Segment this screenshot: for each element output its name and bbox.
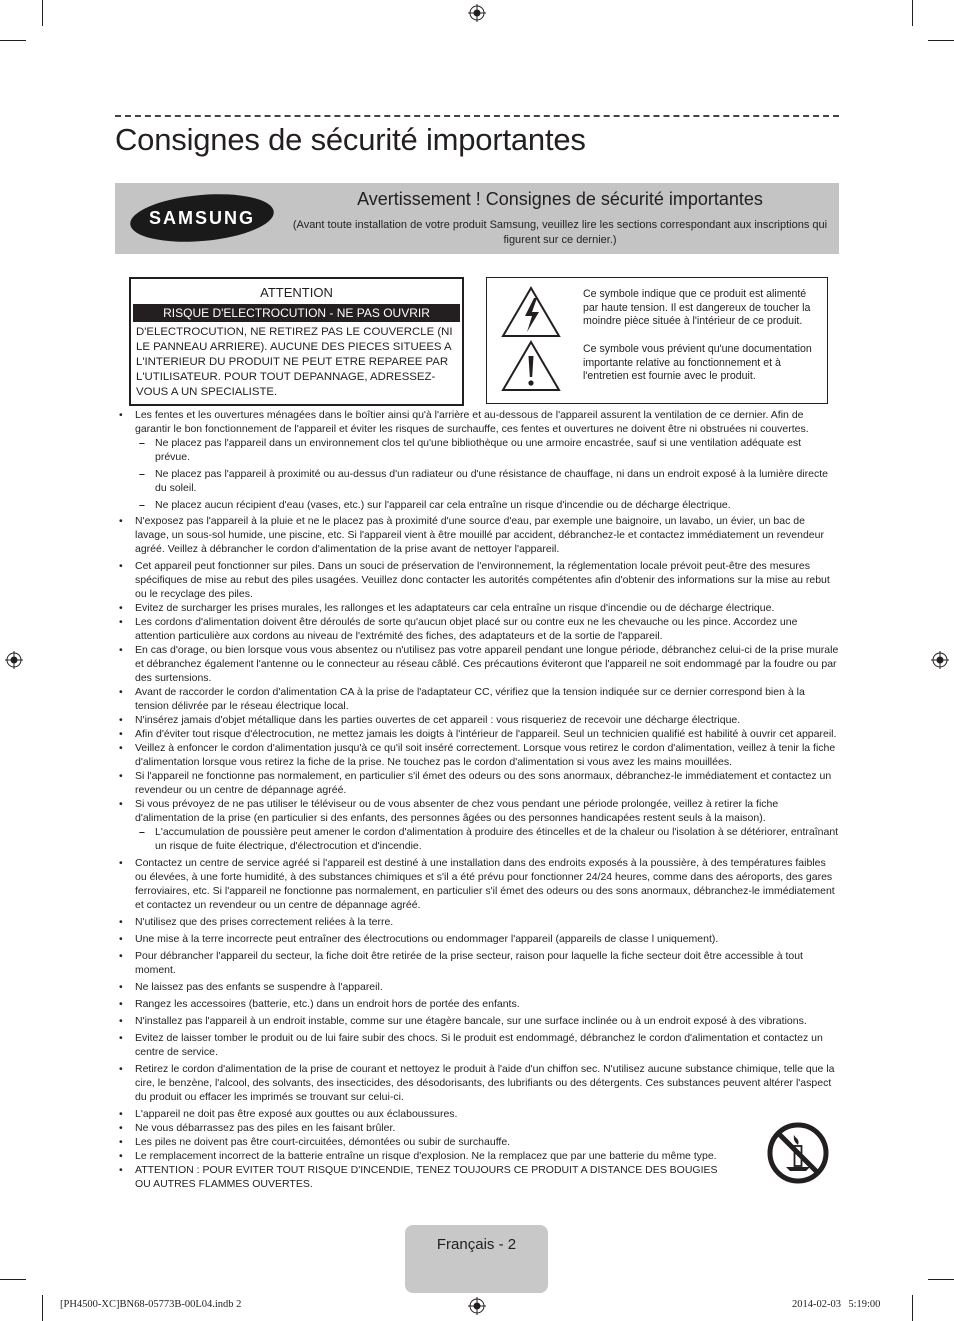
crop-mark	[0, 1279, 26, 1280]
high-voltage-icon	[501, 286, 561, 338]
svg-text:SAMSUNG: SAMSUNG	[148, 208, 256, 228]
list-item-text: Veillez à enfoncer le cordon d'alimentation jusqu'à ce qu'il soit inséré correctement. Lorsque vous retirez le cordon d'alimentation, veillez à tenir la fiche d'alimentation lorsque vous retirez la fiche de la prise. Ne touchez pas le cordon d'alimentation si vous avez les mains mouillées.	[135, 742, 836, 768]
crop-mark	[912, 0, 913, 26]
list-item-text: L'appareil ne doit pas être exposé aux gouttes ou aux éclaboussures.	[135, 1108, 458, 1120]
list-item-text: Rangez les accessoires (batterie, etc.) dans un endroit hors de portée des enfants.	[135, 998, 520, 1010]
warning-banner	[115, 183, 839, 254]
list-item-text: Le remplacement incorrect de la batterie entraîne un risque d'explosion. Ne la remplacez que par une batterie du même type.	[135, 1150, 717, 1162]
list-item-text: Ne laissez pas des enfants se suspendre à l'appareil.	[135, 981, 383, 993]
high-voltage-text: Ce symbole indique que ce produit est alimenté par haute tension. Il est dangereux de toucher la moindre pièce située à l'intérieur de ce produit.	[583, 288, 811, 328]
list-item	[115, 1062, 839, 1104]
sub-item-text: Ne placez pas l'appareil dans un environnement clos tel qu'une bibliothèque ou une armoire encastrée, sauf si une ventilation adéquate est prévue.	[155, 437, 802, 463]
dashed-rule	[115, 115, 839, 117]
list-item	[115, 915, 839, 929]
list-item	[115, 1149, 735, 1163]
list-item	[115, 1107, 839, 1121]
list-item-text: N'insérez jamais d'objet métallique dans les parties ouvertes de cet appareil : vous risqueriez de recevoir une décharge électrique.	[135, 714, 741, 726]
documentation-text: Ce symbole vous prévient qu'une documentation importante relative au fonctionnement et à l'entretien est fournie avec le produit.	[583, 343, 812, 383]
safety-list	[115, 408, 839, 1191]
list-item-text: Evitez de laisser tomber le produit ou de lui faire subir des chocs. Si le produit est endommagé, débranchez le cordon d'alimentation et contactez un centre de service.	[135, 1032, 823, 1058]
list-item	[115, 713, 839, 727]
list-item-text: N'exposez pas l'appareil à la pluie et ne le placez pas à proximité d'une source d'eau, par exemple une baignoire, un lavabo, un évier, un bac de lavage, un sous-sol humide, une piscine, etc. Si l'appareil vient à être mouillé par accident, débranchez-le et contactez immédiatement un revendeur agréé. Veillez à débrancher le cordon d'alimentation de la prise avant de nettoyer l'appareil.	[135, 515, 824, 555]
list-item-text: Evitez de surcharger les prises murales, les rallonges et les adaptateurs car cela entraîne un risque d'incendie ou de décharge électrique.	[135, 602, 775, 614]
sub-item	[135, 436, 839, 464]
list-item-text: Afin d'éviter tout risque d'électrocution, ne mettez jamais les doigts à l'intérieur de l'appareil. Seul un technicien qualifié est habilité à ouvrir cet appareil.	[135, 728, 837, 740]
list-item	[115, 1031, 839, 1059]
crop-mark	[42, 1295, 43, 1321]
list-item-text: N'installez pas l'appareil à un endroit instable, comme sur une étagère bancale, sur une surface inclinée ou à un endroit exposé à des vibrations.	[135, 1015, 807, 1027]
list-item-text: Les piles ne doivent pas être court-circuitées, démontées ou subir de surchauffe.	[135, 1136, 511, 1148]
sub-item-text: L'accumulation de poussière peut amener le cordon d'alimentation à produire des étincelles et de la chaleur ou l'isolation à se détériorer, entraînant un risque de fuite électrique, d'électrocution et d'incendie.	[155, 826, 839, 852]
page-number-tab	[405, 1225, 548, 1293]
symbols-box	[486, 277, 828, 404]
exclamation-warning-icon	[501, 340, 561, 392]
page-number: Français - 2	[436, 1236, 517, 1253]
sub-item	[135, 825, 839, 853]
list-item	[115, 643, 839, 685]
registration-mark-icon	[931, 651, 949, 669]
list-item-text: Les fentes et les ouvertures ménagées dans le boîtier ainsi qu'à l'arrière et au-dessous de l'appareil assurent la ventilation de ce dernier. Afin de garantir le bon fonctionnement de l'appareil et éviter les risques de surchauffe, ces fentes et ouvertures ne doivent être ni obstruées ni couvertes.	[135, 409, 809, 435]
no-candle-icon	[766, 1121, 830, 1185]
samsung-logo	[129, 193, 275, 243]
list-item	[115, 559, 839, 601]
list-item	[115, 727, 839, 741]
crop-mark	[912, 1295, 913, 1321]
list-item-text: Avant de raccorder le cordon d'alimentation CA à la prise de l'adaptateur CC, vérifiez que la tension indiquée sur ce dernier correspond bien à la tension délivrée par le réseau électrique local.	[135, 686, 805, 712]
list-item-text: Retirez le cordon d'alimentation de la prise de courant et nettoyez le produit à l'aide d'un chiffon sec. N'utilisez aucune substance chimique, telle que la cire, le benzène, l'alcool, des solvants, des insecticides, des désodorisants, des lubrifiants ou des détergents. Ces substances peuvent altérer l'aspect du produit ou effacer les imprimés se trouvant sur celui-ci.	[135, 1063, 835, 1103]
list-item-text: Cet appareil peut fonctionner sur piles. Dans un souci de préservation de l'environnement, la réglementation locale prévoit peut-être des mesures spécifiques de mise au rebut des piles usagées. Veuillez donc contacter les autorités compétentes afin d'obtenir des informations sur la mise au rebut ou le recyclage des piles.	[135, 560, 830, 600]
list-item-text: Si l'appareil ne fonctionne pas normalement, en particulier s'il émet des odeurs ou des sons anormaux, débranchez-le immédiatement et contactez un revendeur ou un centre de dépannage agréé.	[135, 770, 832, 796]
list-item	[115, 949, 839, 977]
crop-mark	[42, 0, 43, 26]
registration-mark-icon	[468, 1297, 486, 1315]
list-item	[115, 769, 839, 797]
file-name: [PH4500-XC]BN68-05773B-00L04.indb 2	[60, 1299, 242, 1310]
list-item	[115, 856, 839, 912]
list-item	[115, 615, 839, 643]
registration-mark-icon	[5, 651, 23, 669]
registration-mark-icon	[468, 4, 486, 22]
list-item	[115, 1014, 839, 1028]
list-item-text: Pour débrancher l'appareil du secteur, la fiche doit être retirée de la prise secteur, raison pour laquelle la fiche secteur doit être accessible à tout moment.	[135, 950, 803, 976]
page-title: Consignes de sécurité importantes	[115, 122, 586, 157]
list-item	[115, 514, 839, 556]
list-item-text: Une mise à la terre incorrecte peut entraîner des électrocutions ou endommager l'appareil (appareils de classe l uniquement).	[135, 933, 719, 945]
sub-item-text: Ne placez aucun récipient d'eau (vases, etc.) sur l'appareil car cela entraîne un risque d'incendie ou de décharge électrique.	[155, 499, 731, 511]
banner-heading: Avertissement ! Consignes de sécurité importantes	[357, 189, 763, 209]
list-item	[115, 601, 839, 615]
list-item-text: Si vous prévoyez de ne pas utiliser le téléviseur ou de vous absenter de chez vous pendant une période prolongée, veillez à retirer la fiche d'alimentation de la prise (en particulier si des enfants, des personnes âgées ou des personnes handicapées restent seuls à la maison).	[135, 798, 779, 824]
list-item	[115, 980, 839, 994]
banner-subheading: (Avant toute installation de votre produit Samsung, veuillez lire les sections correspondant aux inscriptions qui figurent sur ce dernier.)	[292, 219, 828, 246]
attention-box	[129, 277, 464, 406]
list-item-text: Les cordons d'alimentation doivent être déroulés de sorte qu'aucun objet placé sur ou contre eux ne les chevauche ou les pince. Accordez une attention particulière aux cordons au niveau de l'extrémité des fiches, des adaptateurs et de la sortie de l'appareil.	[135, 616, 798, 642]
list-item-text: N'utilisez que des prises correctement reliées à la terre.	[135, 916, 394, 928]
list-item	[115, 1135, 839, 1149]
sub-item-text: Ne placez pas l'appareil à proximité ou au-dessus d'un radiateur ou d'une résistance de chauffage, ni dans un endroit exposé à la lumière directe du soleil.	[155, 468, 828, 494]
crop-mark	[928, 1279, 954, 1280]
list-item	[115, 408, 839, 512]
list-item-text: En cas d'orage, ou bien lorsque vous vous absentez ou n'utilisez pas votre appareil pendant une longue période, débranchez celui-ci de la prise murale et débranchez également l'antenne ou le connecteur au réseau câblé. Ces précautions éviteront que l'appareil ne soit endommagé par la foudre ou par des surtensions.	[135, 644, 839, 684]
attention-body: D'ELECTROCUTION, NE RETIREZ PAS LE COUVERCLE (NI LE PANNEAU ARRIERE). AUCUNE DES PIECES SITUEES A L'INTERIEUR DU PRODUIT NE PEUT ETRE REPAREE PAR L'UTILISATEUR. POUR TOUT DEPANNAGE, ADRESSEZ-VOUS A UN SPECIALISTE.	[136, 326, 453, 398]
list-item-text: Contactez un centre de service agréé si l'appareil est destiné à une installation dans des endroits exposés à la poussière, à des températures faibles ou élevées, à une forte humidité, à des substances chimiques et s'il a été prévu pour fonctionner 24/24 heures, comme dans des aéroports, des gares ferroviaires, etc. Si l'appareil ne fonctionne pas normalement, en particulier s'il émet des odeurs ou des sons anormaux, débranchez-le immédiatement et contactez un revendeur ou un centre de dépannage agréé.	[135, 857, 835, 911]
list-item	[115, 932, 839, 946]
crop-mark	[0, 40, 26, 41]
list-item	[115, 1163, 735, 1191]
date-stamp: 2014-02-03 5:19:00	[792, 1299, 881, 1310]
list-item	[115, 741, 839, 769]
attention-title: ATTENTION	[260, 285, 333, 300]
list-item	[115, 797, 839, 853]
sub-item	[135, 467, 839, 495]
crop-mark	[928, 40, 954, 41]
list-item	[115, 1121, 839, 1135]
sub-item	[135, 498, 839, 512]
list-item-text: ATTENTION : POUR EVITER TOUT RISQUE D'INCENDIE, TENEZ TOUJOURS CE PRODUIT A DISTANCE DES BOUGIES OU AUTRES FLAMMES OUVERTES.	[135, 1164, 718, 1190]
list-item	[115, 685, 839, 713]
attention-bar: RISQUE D'ELECTROCUTION - NE PAS OUVRIR	[133, 304, 460, 322]
list-item	[115, 997, 839, 1011]
list-item-text: Ne vous débarrassez pas des piles en les faisant brûler.	[135, 1122, 396, 1134]
